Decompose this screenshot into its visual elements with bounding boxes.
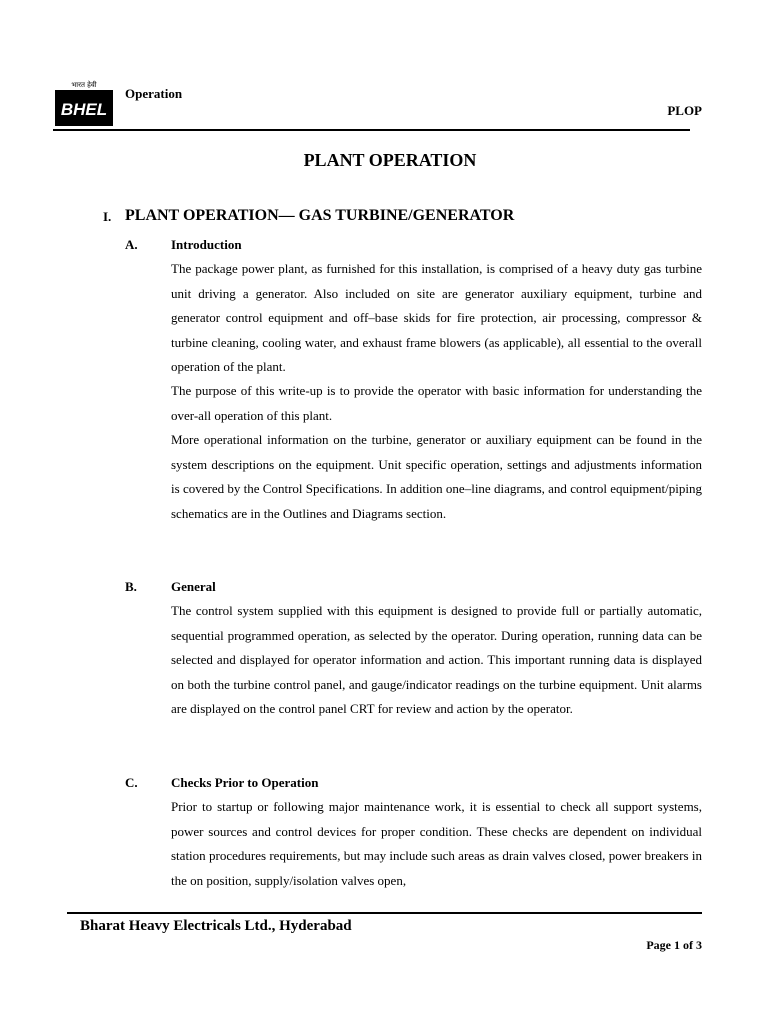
paragraph: Prior to startup or following major maintenance work, it is essential to check all support systems, power sources and control devices for proper condition. These checks are dependent on individual station procedures requirements, but may include such areas as drain valves closed, power breakers in the on position, supply/isolation valves open, (171, 799, 702, 888)
svg-text:भारत हेवी: भारत हेवी (71, 81, 97, 89)
svg-text:BHEL: BHEL (60, 100, 108, 119)
section-number: I. (103, 209, 112, 224)
bhel-logo (53, 78, 115, 128)
subsection-letter: C. (125, 775, 138, 790)
subsection-title: Checks Prior to Operation (171, 775, 319, 790)
header-rule (53, 129, 690, 131)
section-title: PLANT OPERATION— GAS TURBINE/GENERATOR (125, 207, 515, 224)
header-section-label: Operation (125, 86, 183, 101)
subsection-title: General (171, 579, 216, 594)
paragraph: The purpose of this write-up is to provide the operator with basic information for understanding the over-all operation of this plant. (171, 383, 702, 423)
page-title: PLANT OPERATION (303, 150, 477, 170)
footer-rule (67, 912, 702, 914)
footer-company: Bharat Heavy Electricals Ltd., Hyderabad (80, 918, 352, 934)
subsection-letter: B. (125, 579, 137, 594)
header-doc-code: PLOP (667, 103, 702, 118)
subsection-letter: A. (125, 237, 138, 252)
paragraph: More operational information on the turbine, generator or auxiliary equipment can be found in the system descriptions on the equipment. Unit specific operation, settings and adjustments information is covered by the Control Specifications. In addition one–line diagrams, and control equipment/piping schematics are in the Outlines and Diagrams section. (171, 432, 702, 521)
page-number: Page 1 of 3 (646, 938, 702, 952)
paragraph: The control system supplied with this equipment is designed to provide full or partially automatic, sequential programmed operation, as selected by the operator. During operation, running data can be selected and displayed for operator information and action. This important running data is displayed on both the turbine control panel, and gauge/indicator readings on the turbine equipment. Unit alarms are displayed on the control panel CRT for review and action by the operator. (171, 603, 702, 716)
paragraph: The package power plant, as furnished for this installation, is comprised of a heavy duty gas turbine unit driving a generator. Also included on site are generator auxiliary equipment, turbine and generator control equipment and off–base skids for fire protection, air processing, compressor & turbine cleaning, cooling water, and exhaust frame blowers (as applicable), all essential to the overall operation of the plant. (171, 261, 702, 374)
subsection-title: Introduction (171, 237, 242, 252)
